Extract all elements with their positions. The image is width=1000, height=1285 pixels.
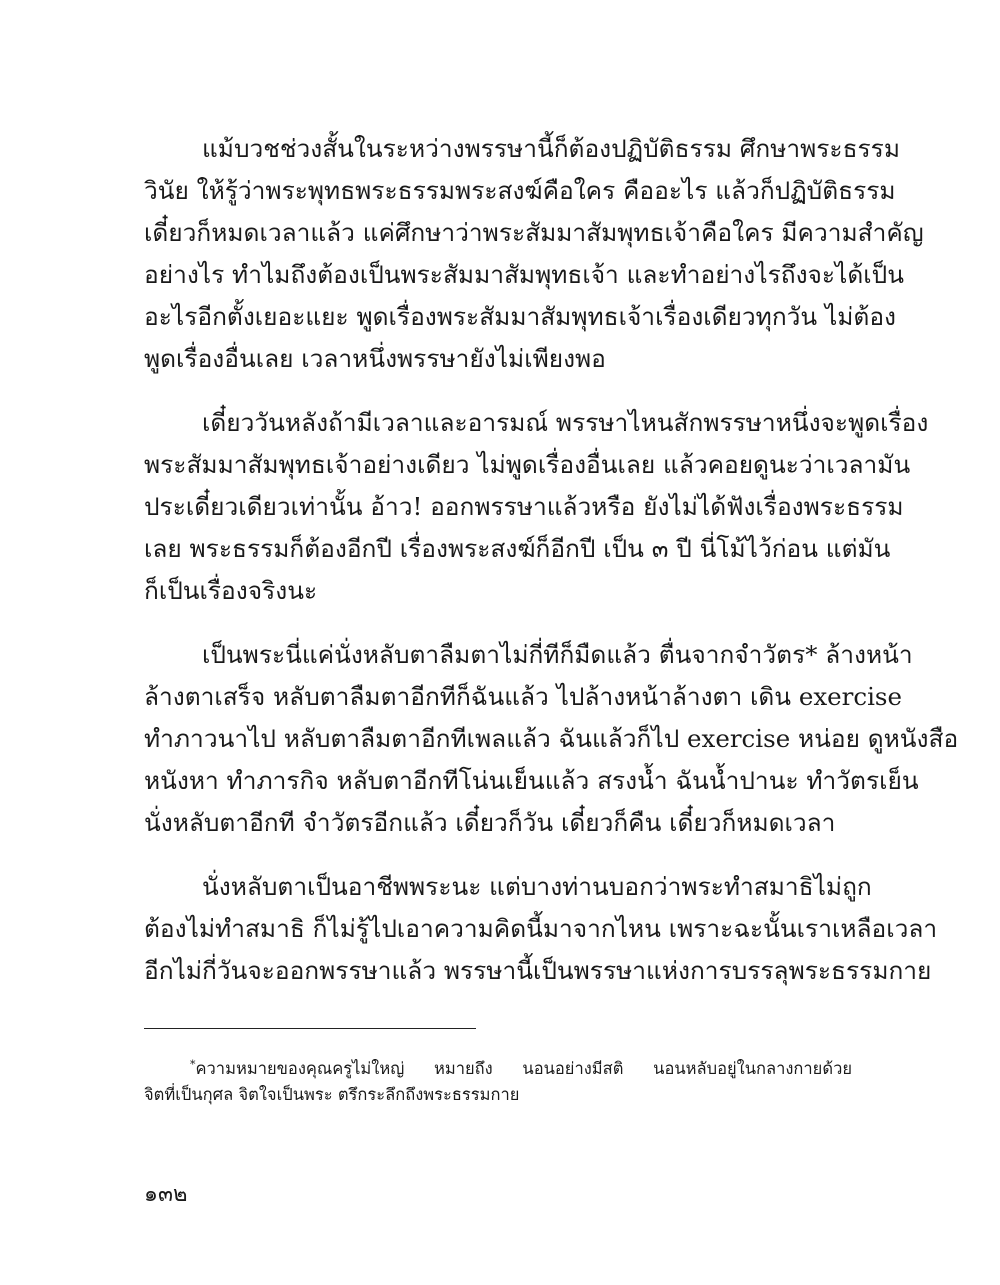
text-line: ต้องไม่ทำสมาธิ ก็ไม่รู้ไปเอาความคิดนี้มาจากไหน เพราะฉะนั้นเราเหลือเวลา <box>144 914 938 943</box>
text-line: หนังหา ทำภารกิจ หลับตาอีกทีโน่นเย็นแล้ว สรงน้ำ ฉันน้ำปานะ ทำวัตรเย็น <box>144 766 919 795</box>
footnote <box>144 1050 852 1110</box>
text-line: พูดเรื่องอื่นเลย เวลาหนึ่งพรรษายังไม่เพียงพอ <box>144 344 606 373</box>
paragraph-4 <box>144 866 938 992</box>
page-number: ๑๓๒ <box>144 1182 188 1207</box>
text-line: พระสัมมาสัมพุทธเจ้าอย่างเดียว ไม่พูดเรื่องอื่นเลย แล้วคอยดูนะว่าเวลามัน <box>144 450 911 479</box>
text-line: ก็เป็นเรื่องจริงนะ <box>144 576 318 605</box>
paragraph-1 <box>144 128 924 380</box>
paragraph-3 <box>144 634 959 844</box>
text-line: แม้บวชช่วงสั้นในระหว่างพรรษานี้ก็ต้องปฏิบัติธรรม ศึกษาพระธรรม <box>202 134 900 163</box>
text-line: อีกไม่กี่วันจะออกพรรษาแล้ว พรรษานี้เป็นพรรษาแห่งการบรรลุพระธรรมกาย <box>144 956 932 985</box>
text-line: วินัย ให้รู้ว่าพระพุทธพระธรรมพระสงฆ์คือใคร คืออะไร แล้วก็ปฏิบัติธรรม <box>144 176 896 205</box>
text-line: นั่งหลับตาเป็นอาชีพพระนะ แต่บางท่านบอกว่าพระทำสมาธิไม่ถูก <box>202 872 872 901</box>
footnote-line <box>144 1050 852 1080</box>
text-line: เดี๋ยวก็หมดเวลาแล้ว แค่ศึกษาว่าพระสัมมาสัมพุทธเจ้าคือใคร มีความสำคัญ <box>144 218 924 247</box>
footnote-marker: * <box>190 1058 196 1071</box>
footnote-text: ความหมายของคุณครูไม่ใหญ่ หมายถึง นอนอย่างมีสติ นอนหลับอยู่ในกลางกายด้วย <box>195 1059 852 1078</box>
text-line: ประเดี๋ยวเดียวเท่านั้น อ้าว! ออกพรรษาแล้วหรือ ยังไม่ได้ฟังเรื่องพระธรรม <box>144 492 904 521</box>
text-line: อะไรอีกตั้งเยอะแยะ พูดเรื่องพระสัมมาสัมพุทธเจ้าเรื่องเดียวทุกวัน ไม่ต้อง <box>144 302 897 331</box>
text-line: เดี๋ยววันหลังถ้ามีเวลาและอารมณ์ พรรษาไหนสักพรรษาหนึ่งจะพูดเรื่อง <box>202 408 929 437</box>
footnote-line: จิตที่เป็นกุศล จิตใจเป็นพระ ตรึกระลึกถึงพระธรรมกาย <box>144 1085 520 1104</box>
paragraph-2 <box>144 402 929 612</box>
page-body <box>144 128 959 1014</box>
text-line: นั่งหลับตาอีกที จำวัตรอีกแล้ว เดี๋ยวก็วัน เดี๋ยวก็คืน เดี๋ยวก็หมดเวลา <box>144 808 836 837</box>
text-line: ล้างตาเสร็จ หลับตาลืมตาอีกทีก็ฉันแล้ว ไปล้างหน้าล้างตา เดิน exercise <box>144 682 902 711</box>
text-line: ทำภาวนาไป หลับตาลืมตาอีกทีเพลแล้ว ฉันแล้วก็ไป exercise หน่อย ดูหนังสือ <box>144 724 959 753</box>
text-line: เลย พระธรรมก็ต้องอีกปี เรื่องพระสงฆ์ก็อีกปี เป็น ๓ ปี นี่โม้ไว้ก่อน แต่มัน <box>144 534 891 563</box>
text-line: เป็นพระนี่แค่นั่งหลับตาลืมตาไม่กี่ทีก็มืดแล้ว ตื่นจากจำวัตร* ล้างหน้า <box>202 640 913 669</box>
footnote-divider <box>144 1028 476 1029</box>
text-line: อย่างไร ทำไมถึงต้องเป็นพระสัมมาสัมพุทธเจ้า และทำอย่างไรถึงจะได้เป็น <box>144 260 904 289</box>
